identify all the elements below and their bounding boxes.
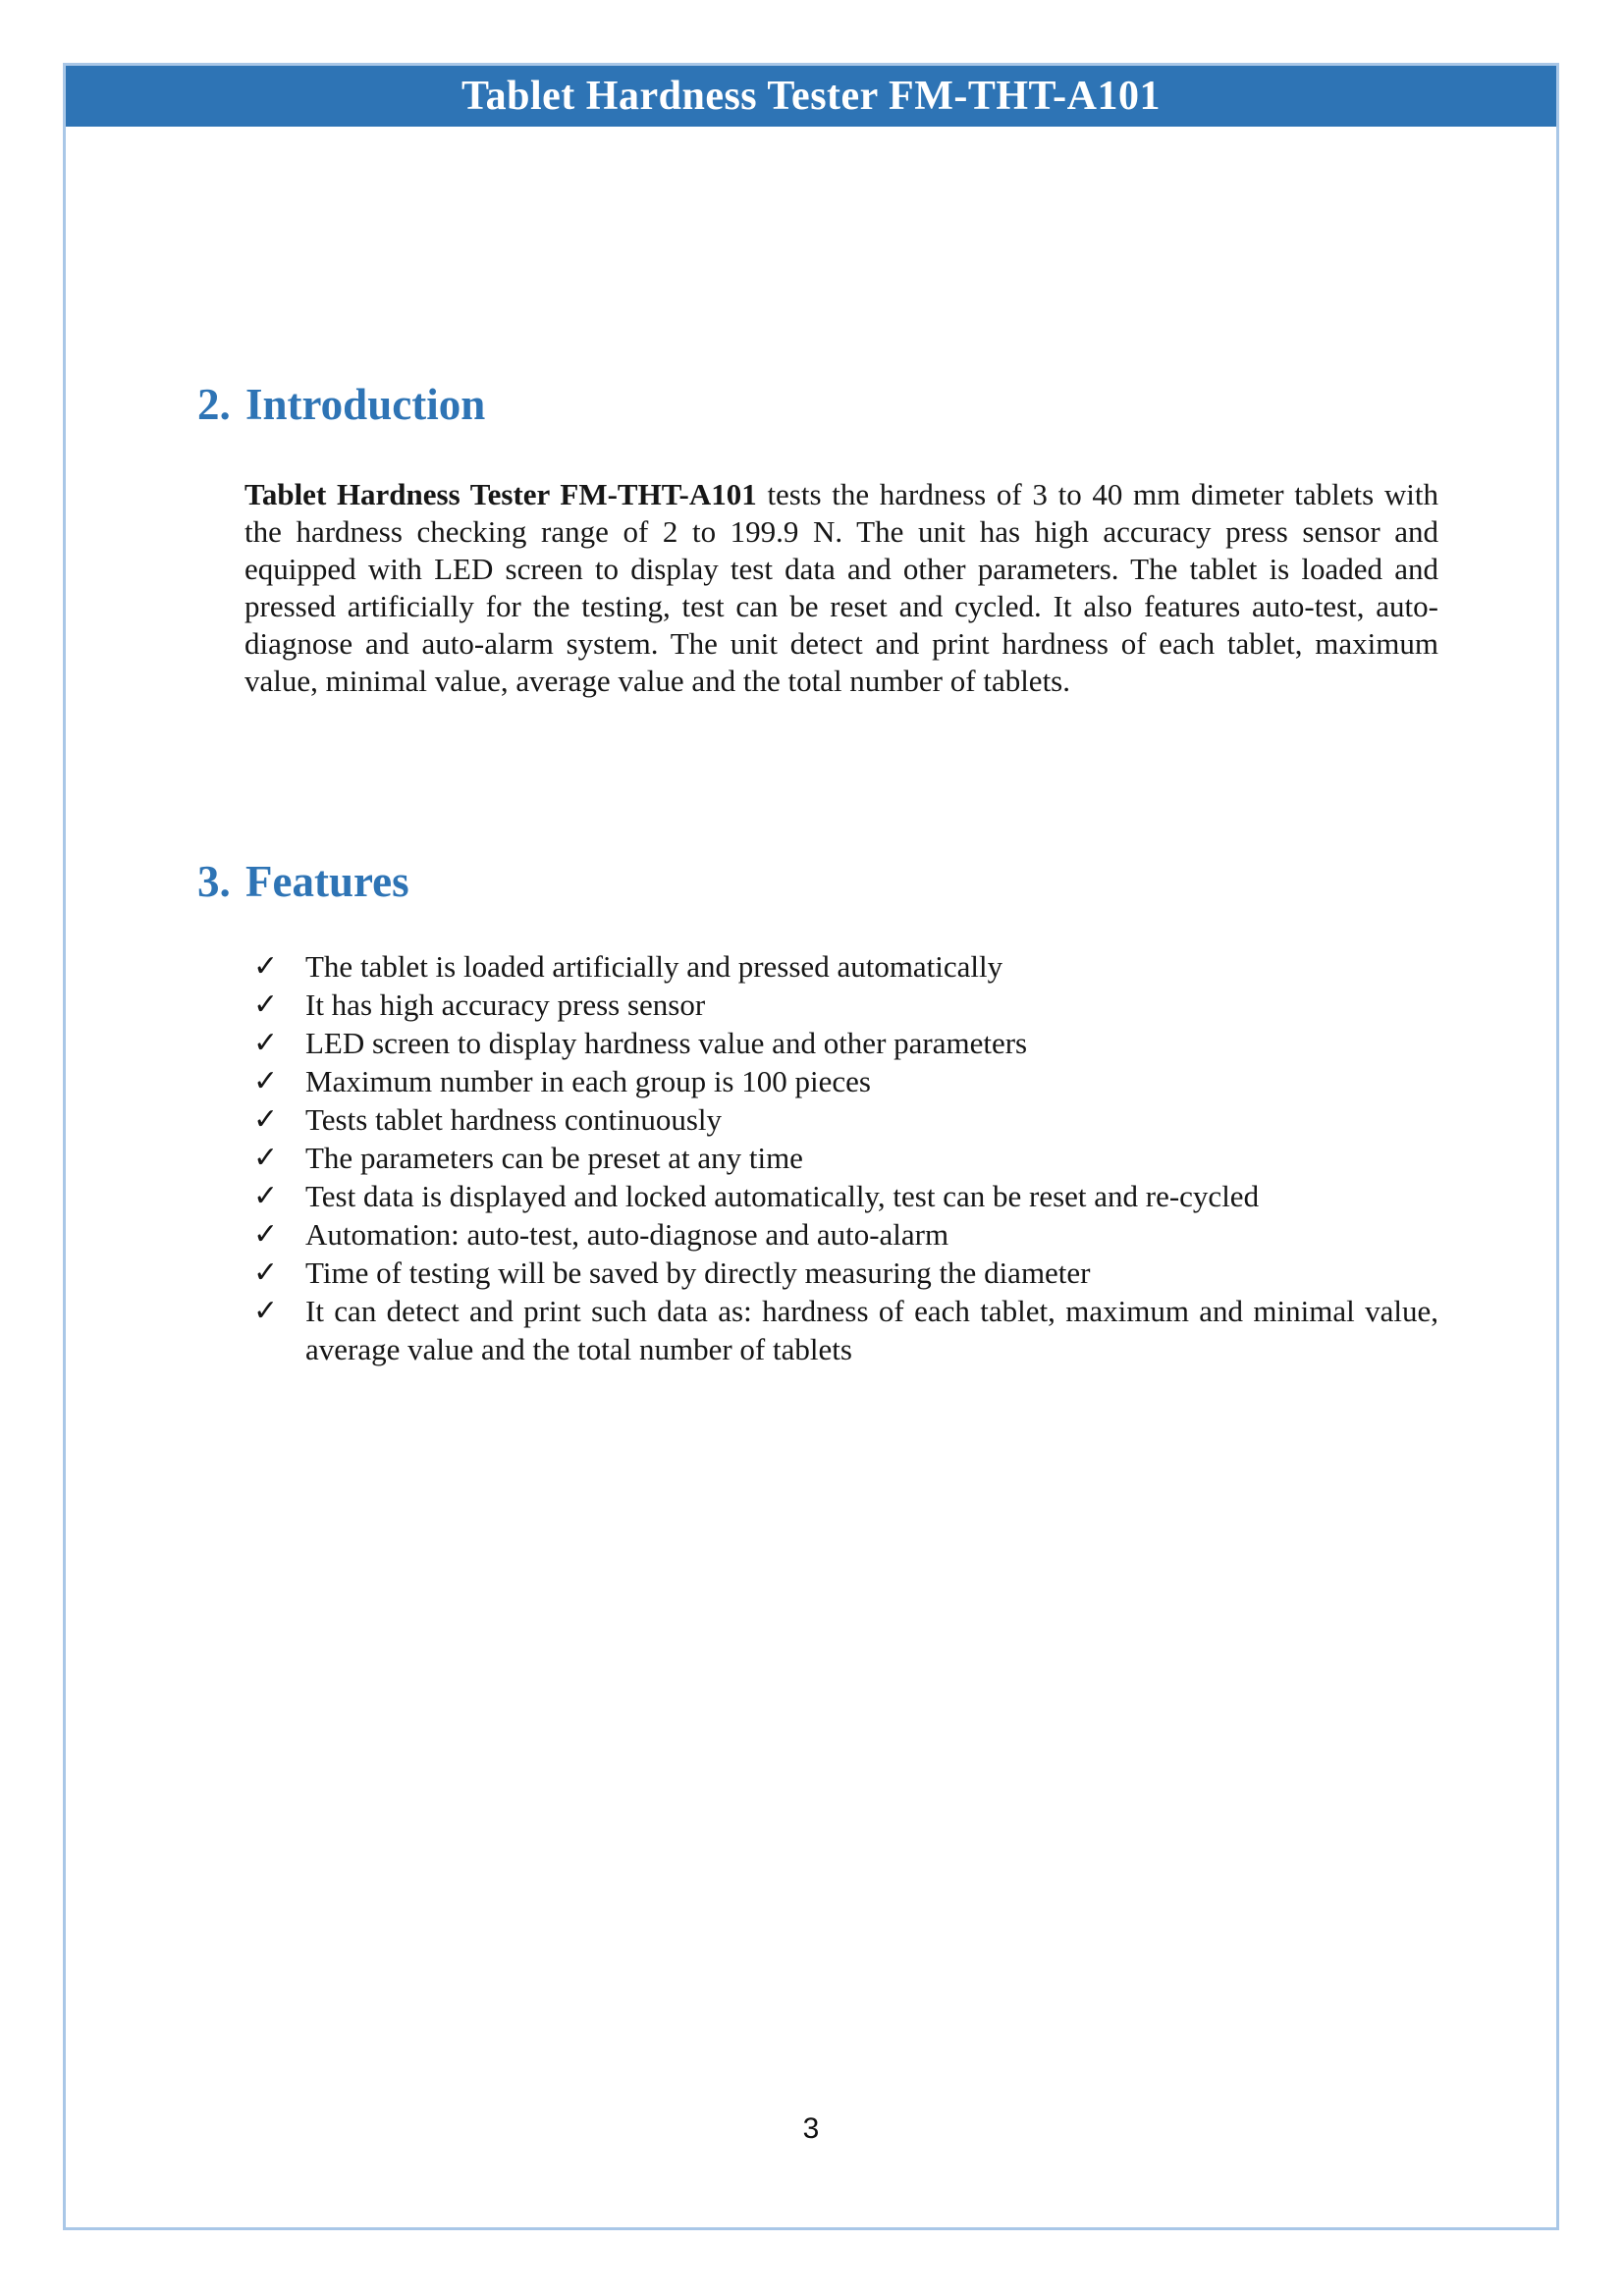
introduction-heading-label: Introduction — [245, 380, 486, 429]
feature-text: The tablet is loaded artificially and pressed automatically — [305, 949, 1003, 984]
feature-text: Automation: auto-test, auto-diagnose and auto-alarm — [305, 1217, 949, 1252]
page-number: 3 — [802, 2112, 820, 2145]
feature-item — [253, 1177, 1438, 1215]
check-icon: ✓ — [253, 1064, 279, 1098]
section-introduction — [66, 378, 1556, 700]
check-icon: ✓ — [253, 1141, 279, 1175]
feature-item — [253, 986, 1438, 1024]
feature-text: The parameters can be preset at any time — [305, 1141, 803, 1175]
features-heading — [66, 855, 1556, 908]
introduction-heading-number: 2. — [197, 380, 231, 429]
check-icon: ✓ — [253, 1026, 279, 1060]
check-icon: ✓ — [253, 1294, 279, 1328]
features-list — [66, 947, 1438, 1368]
feature-item — [253, 1254, 1438, 1292]
section-features — [66, 855, 1556, 1368]
check-icon: ✓ — [253, 1102, 279, 1137]
feature-item — [253, 1139, 1438, 1177]
features-heading-label: Features — [245, 857, 409, 906]
feature-item — [253, 1215, 1438, 1254]
feature-item — [253, 1024, 1438, 1062]
check-icon: ✓ — [253, 949, 279, 984]
introduction-heading — [66, 378, 1556, 431]
feature-text: Tests tablet hardness continuously — [305, 1102, 723, 1137]
introduction-paragraph — [244, 476, 1438, 700]
feature-item — [253, 1100, 1438, 1139]
feature-item — [253, 947, 1438, 986]
feature-text: Maximum number in each group is 100 pieces — [305, 1064, 871, 1098]
features-heading-number: 3. — [197, 857, 231, 906]
page-border-frame — [63, 63, 1559, 2230]
check-icon: ✓ — [253, 1179, 279, 1213]
document-header-bar — [66, 66, 1556, 127]
feature-text: It has high accuracy press sensor — [305, 988, 706, 1022]
feature-text: Time of testing will be saved by directly measuring the diameter — [305, 1255, 1091, 1290]
feature-item — [253, 1062, 1438, 1100]
feature-item — [253, 1292, 1438, 1368]
introduction-paragraph-text: tests the hardness of 3 to 40 mm dimeter tablets with the hardness checking range of 2 to 199.9 N. The unit has high accuracy press sensor and equipped with LED screen to display test data and other parameters. The tablet is loaded and pressed artificially for the testing, test can be reset and cycled. It also features auto-test, auto-diagnose and auto-alarm system. The unit detect and print hardness of each tablet, maximum value, minimal value, average value and the total number of tablets. — [244, 477, 1438, 698]
product-name-bold: Tablet Hardness Tester FM-THT-A101 — [244, 477, 757, 511]
check-icon: ✓ — [253, 1255, 279, 1290]
feature-text: LED screen to display hardness value and other parameters — [305, 1026, 1028, 1060]
feature-text: Test data is displayed and locked automatically, test can be reset and re-cycled — [305, 1179, 1260, 1213]
check-icon: ✓ — [253, 1217, 279, 1252]
document-title: Tablet Hardness Tester FM-THT-A101 — [460, 74, 1161, 119]
feature-text: It can detect and print such data as: hardness of each tablet, maximum and minimal value, average value and the total number of tablets — [305, 1294, 1438, 1366]
check-icon: ✓ — [253, 988, 279, 1022]
